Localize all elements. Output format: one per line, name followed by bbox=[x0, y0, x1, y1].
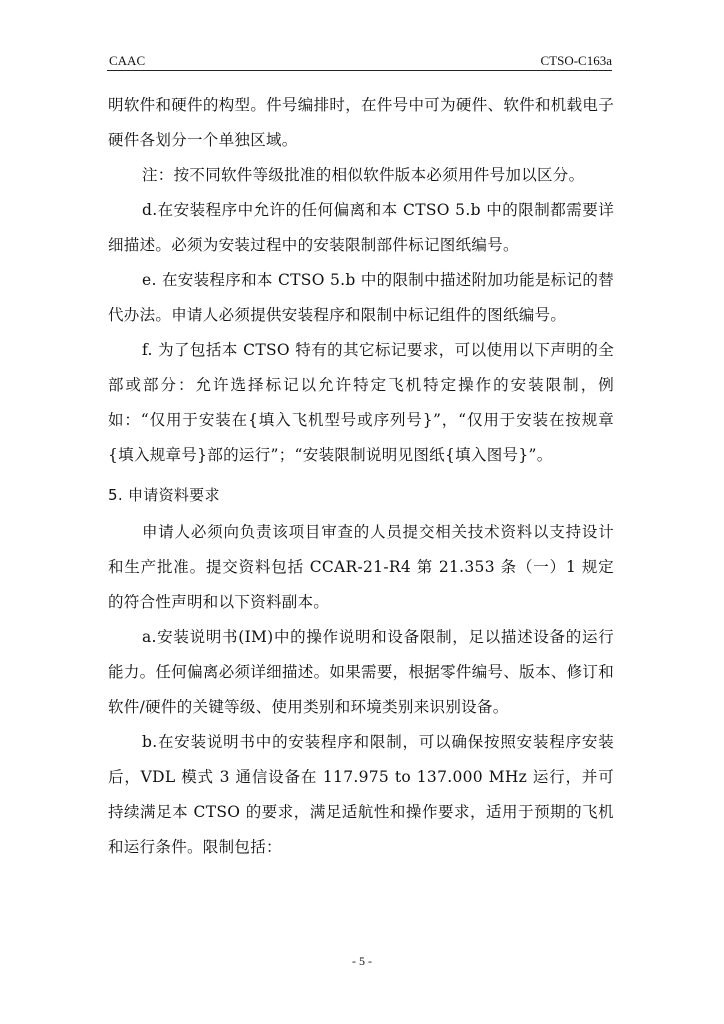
header-org: CAAC bbox=[109, 53, 146, 68]
document-body bbox=[108, 88, 614, 865]
paragraph-b: b.在安装说明书中的安装程序和限制，可以确保按照安装程序安装后，VDL 模式 3 通信设备在 117.975 to 137.000 MHz 运行，并可持续满足本 CTSO 的要求，满足适航性和操作要求，适用于预期的飞机和运行条件。限制包括： bbox=[108, 733, 614, 856]
paragraph-f: f. 为了包括本 CTSO 特有的其它标记要求，可以使用以下声明的全部或部分：允许选择标记以允许特定飞机特定操作的安装限制，例如：“仅用于安装在{填入飞机型号或序列号}”，“仅用于安装在按规章{填入规章号}部的运行”；“安装限制说明见图纸{填入图号}”。 bbox=[108, 341, 614, 464]
header-doc-id: CTSO-C163a bbox=[540, 53, 612, 68]
page-header bbox=[107, 50, 612, 71]
paragraph-d: d.在安装程序中允许的任何偏离和本 CTSO 5.b 中的限制都需要详细描述。必须为安装过程中的安装限制部件标记图纸编号。 bbox=[108, 201, 614, 254]
paragraph-application-data: 申请人必须向负责该项目审查的人员提交相关技术资料以支持设计和生产批准。提交资料包括 CCAR-21-R4 第 21.353 条（一）1 规定的符合性声明和以下资料副本。 bbox=[108, 523, 614, 611]
paragraph-e: e. 在安装程序和本 CTSO 5.b 中的限制中描述附加功能是标记的替代办法。申请人必须提供安装程序和限制中标记组件的图纸编号。 bbox=[108, 271, 614, 324]
page-number: - 5 - bbox=[352, 954, 372, 968]
paragraph-note: 注：按不同软件等级批准的相似软件版本必须用件号加以区分。 bbox=[142, 166, 585, 184]
paragraph-continuation: 明软件和硬件的构型。件号编排时，在件号中可为硬件、软件和机载电子硬件各划分一个单独区域。 bbox=[108, 96, 614, 149]
section-heading: 5. 申请资料要求 bbox=[108, 486, 220, 504]
paragraph-a: a.安装说明书(IM)中的操作说明和设备限制，足以描述设备的运行能力。任何偏离必须详细描述。如果需要，根据零件编号、版本、修订和软件/硬件的关键等级、使用类别和环境类别来识别设备。 bbox=[108, 628, 614, 716]
